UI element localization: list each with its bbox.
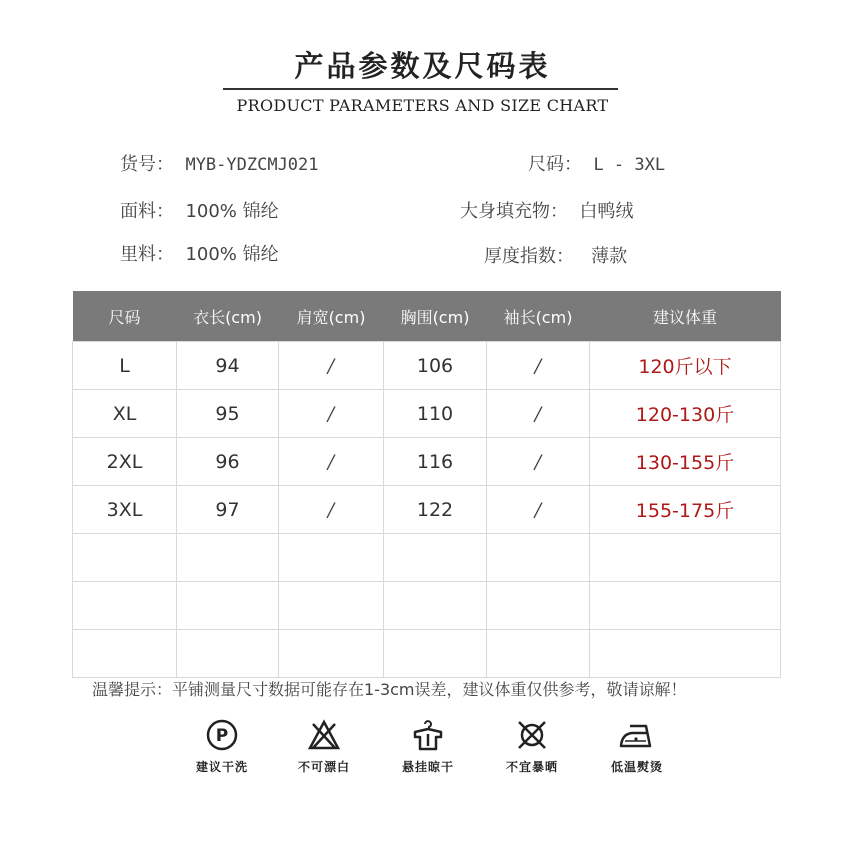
cell-weight <box>590 582 781 630</box>
cell-length: 95 <box>177 390 279 438</box>
cell-weight: 120斤以下 <box>590 342 781 390</box>
cell-size: XL <box>73 390 177 438</box>
low-iron-icon <box>618 718 656 752</box>
cell-weight <box>590 630 781 678</box>
cell-length: 96 <box>177 438 279 486</box>
measurement-notice: 温馨提示：平铺测量尺寸数据可能存在1-3cm误差，建议体重仅供参考，敬请谅解！ <box>92 680 687 699</box>
cell-shoulder <box>279 582 384 630</box>
care-label: 不宜暴晒 <box>505 760 558 774</box>
header-sleeve: 袖长(cm) <box>487 291 590 342</box>
page-subtitle: PRODUCT PARAMETERS AND SIZE CHART <box>236 96 609 115</box>
table-row <box>73 438 781 486</box>
cell-chest: 110 <box>384 390 487 438</box>
header-length: 衣长(cm) <box>177 291 279 342</box>
table-header-row <box>73 291 781 342</box>
table-row <box>73 390 781 438</box>
header-shoulder: 肩宽(cm) <box>279 291 384 342</box>
no-bleach-icon <box>307 718 341 752</box>
table-row <box>73 342 781 390</box>
cell-sleeve: / <box>487 342 590 390</box>
cell-length <box>177 630 279 678</box>
cell-shoulder <box>279 534 384 582</box>
hang-dry-icon <box>411 718 445 752</box>
no-sun-icon <box>515 718 549 752</box>
param-thickness: 厚度指数： 薄款 <box>484 246 628 267</box>
cell-shoulder: / <box>279 486 384 534</box>
cell-size: 2XL <box>73 438 177 486</box>
cell-size: L <box>73 342 177 390</box>
size-chart-table <box>72 291 781 678</box>
care-hang-dry <box>383 718 473 775</box>
care-label: 低温熨烫 <box>610 760 663 774</box>
header-size: 尺码 <box>73 291 177 342</box>
cell-size: 3XL <box>73 486 177 534</box>
table-row <box>73 582 781 630</box>
cell-shoulder <box>279 630 384 678</box>
care-low-iron <box>592 718 682 775</box>
svg-text:P: P <box>215 726 229 746</box>
page-title: 产品参数及尺码表 <box>294 49 551 83</box>
header-chest: 胸围(cm) <box>384 291 487 342</box>
cell-length <box>177 534 279 582</box>
care-label: 建议干洗 <box>195 760 248 774</box>
cell-chest <box>384 630 487 678</box>
cell-shoulder: / <box>279 342 384 390</box>
param-fabric: 面料： 100% 锦纶 <box>120 201 279 222</box>
cell-chest: 122 <box>384 486 487 534</box>
header-weight: 建议体重 <box>590 291 781 342</box>
dry-clean-icon <box>205 718 239 752</box>
cell-chest: 116 <box>384 438 487 486</box>
cell-sleeve: / <box>487 486 590 534</box>
care-dry-clean <box>177 718 267 775</box>
cell-length: 97 <box>177 486 279 534</box>
table-row <box>73 486 781 534</box>
cell-sleeve <box>487 534 590 582</box>
cell-size <box>73 534 177 582</box>
cell-shoulder: / <box>279 390 384 438</box>
cell-sleeve <box>487 630 590 678</box>
cell-weight: 130-155斤 <box>590 438 781 486</box>
cell-sleeve: / <box>487 438 590 486</box>
care-no-bleach <box>279 718 369 775</box>
title-divider <box>223 88 618 90</box>
table-row <box>73 534 781 582</box>
param-lining: 里料： 100% 锦纶 <box>120 244 279 265</box>
cell-weight: 120-130斤 <box>590 390 781 438</box>
cell-weight <box>590 534 781 582</box>
cell-sleeve <box>487 582 590 630</box>
param-item-no: 货号： MYB-YDZCMJ021 <box>120 154 319 175</box>
care-label: 不可漂白 <box>297 760 350 774</box>
cell-sleeve: / <box>487 390 590 438</box>
param-filling: 大身填充物： 白鸭绒 <box>460 201 634 222</box>
cell-length: 94 <box>177 342 279 390</box>
cell-size <box>73 582 177 630</box>
table-row <box>73 630 781 678</box>
cell-weight: 155-175斤 <box>590 486 781 534</box>
cell-chest: 106 <box>384 342 487 390</box>
cell-chest <box>384 582 487 630</box>
cell-chest <box>384 534 487 582</box>
care-no-sun <box>487 718 577 775</box>
cell-shoulder: / <box>279 438 384 486</box>
cell-size <box>73 630 177 678</box>
care-label: 悬挂晾干 <box>401 760 454 774</box>
cell-length <box>177 582 279 630</box>
param-size-range: 尺码： L - 3XL <box>528 154 666 175</box>
